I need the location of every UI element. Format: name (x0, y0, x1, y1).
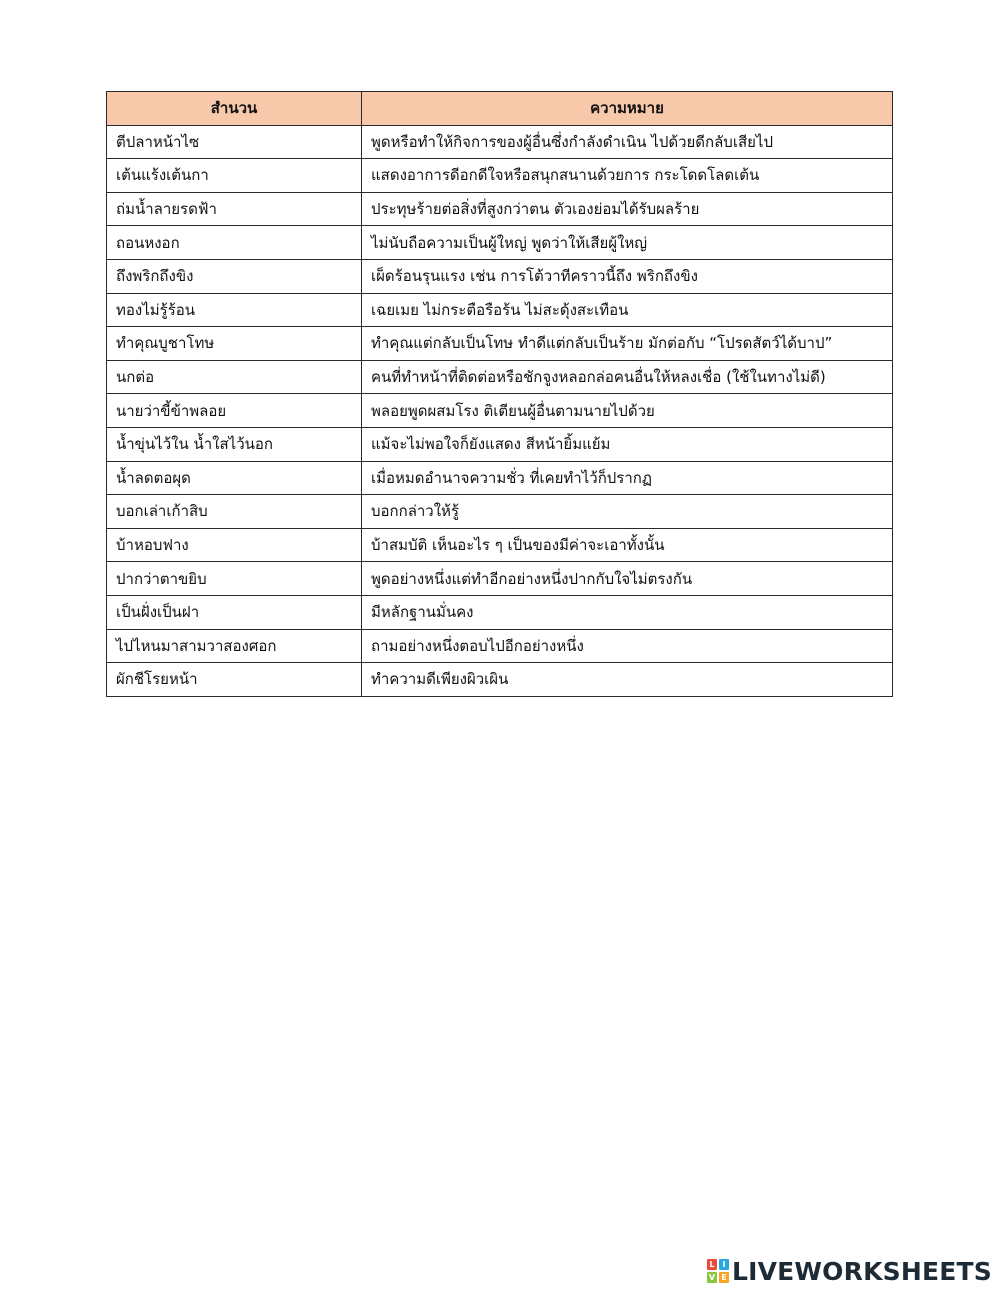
table-row (107, 293, 893, 327)
idiom-cell: บอกเล่าเก้าสิบ (107, 495, 362, 529)
table-row (107, 495, 893, 529)
idiom-cell: เต้นแร้งเต้นกา (107, 159, 362, 193)
meaning-cell: บอกกล่าวให้รู้ (362, 495, 893, 529)
table-row (107, 461, 893, 495)
table-row (107, 360, 893, 394)
meaning-cell: เผ็ดร้อนรุนแรง เช่น การโต้วาทีคราวนี้ถึง พริกถึงขิง (362, 259, 893, 293)
meaning-cell: ทำคุณแต่กลับเป็นโทษ ทำดีแต่กลับเป็นร้าย มักต่อกับ “โปรดสัตว์ได้บาป” (362, 327, 893, 361)
idiom-cell: น้ำลดตอผุด (107, 461, 362, 495)
idiom-cell: เป็นฝั่งเป็นฝา (107, 595, 362, 629)
idiom-cell: ผักชีโรยหน้า (107, 663, 362, 697)
meaning-cell: พูดหรือทำให้กิจการของผู้อื่นซึ่งกำลังดำเนิน ไปด้วยดีกลับเสียไป (362, 125, 893, 159)
watermark-text: LIVEWORKSHEETS (731, 1256, 992, 1286)
table-row (107, 192, 893, 226)
header-meaning: ความหมาย (362, 92, 893, 126)
meaning-cell: คนที่ทำหน้าที่ติดต่อหรือชักจูงหลอกล่อคนอื่นให้หลงเชื่อ (ใช้ในทางไม่ดี) (362, 360, 893, 394)
idiom-cell: ถอนหงอก (107, 226, 362, 260)
idiom-cell: นกต่อ (107, 360, 362, 394)
idioms-table (106, 91, 893, 697)
meaning-cell: แสดงอาการดีอกดีใจหรือสนุกสนานด้วยการ กระโดดโลดเต้น (362, 159, 893, 193)
idiom-cell: ตีปลาหน้าไซ (107, 125, 362, 159)
table-row (107, 159, 893, 193)
meaning-cell: ทำความดีเพียงผิวเผิน (362, 663, 893, 697)
idiom-cell: นายว่าขี้ข้าพลอย (107, 394, 362, 428)
table-row (107, 394, 893, 428)
table-row (107, 327, 893, 361)
idiom-cell: ถ่มน้ำลายรดฟ้า (107, 192, 362, 226)
table-row (107, 528, 893, 562)
idiom-cell: ไปไหนมาสามวาสองศอก (107, 629, 362, 663)
liveworksheets-watermark (707, 1256, 992, 1286)
idiom-cell: บ้าหอบฟาง (107, 528, 362, 562)
meaning-cell: ถามอย่างหนึ่งตอบไปอีกอย่างหนึ่ง (362, 629, 893, 663)
idiom-cell: ปากว่าตาขยิบ (107, 562, 362, 596)
table-row (107, 595, 893, 629)
table-row (107, 226, 893, 260)
liveworksheets-logo-icon: L I V E (707, 1259, 729, 1283)
meaning-cell: เฉยเมย ไม่กระตือรือร้น ไม่สะดุ้งสะเทือน (362, 293, 893, 327)
idiom-cell: ถึงพริกถึงขิง (107, 259, 362, 293)
meaning-cell: แม้จะไม่พอใจก็ยังแสดง สีหน้ายิ้มแย้ม (362, 427, 893, 461)
meaning-cell: บ้าสมบัติ เห็นอะไร ๆ เป็นของมีค่าจะเอาทั้งนั้น (362, 528, 893, 562)
table-header-row (107, 92, 893, 126)
table-row (107, 562, 893, 596)
meaning-cell: ไม่นับถือความเป็นผู้ใหญ่ พูดว่าให้เสียผู้ใหญ่ (362, 226, 893, 260)
meaning-cell: ประทุษร้ายต่อสิ่งที่สูงกว่าตน ตัวเองย่อมได้รับผลร้าย (362, 192, 893, 226)
table-row (107, 629, 893, 663)
idiom-cell: ทำคุณบูชาโทษ (107, 327, 362, 361)
idiom-cell: ทองไม่รู้ร้อน (107, 293, 362, 327)
table-row (107, 427, 893, 461)
table-row (107, 125, 893, 159)
meaning-cell: พูดอย่างหนึ่งแต่ทำอีกอย่างหนึ่งปากกับใจไม่ตรงกัน (362, 562, 893, 596)
meaning-cell: เมื่อหมดอำนาจความชั่ว ที่เคยทำไว้ก็ปรากฏ (362, 461, 893, 495)
meaning-cell: มีหลักฐานมั่นคง (362, 595, 893, 629)
meaning-cell: พลอยพูดผสมโรง ติเตียนผู้อื่นตามนายไปด้วย (362, 394, 893, 428)
table-row (107, 663, 893, 697)
table-row (107, 259, 893, 293)
header-idiom: สำนวน (107, 92, 362, 126)
idiom-cell: น้ำขุ่นไว้ใน น้ำใสไว้นอก (107, 427, 362, 461)
